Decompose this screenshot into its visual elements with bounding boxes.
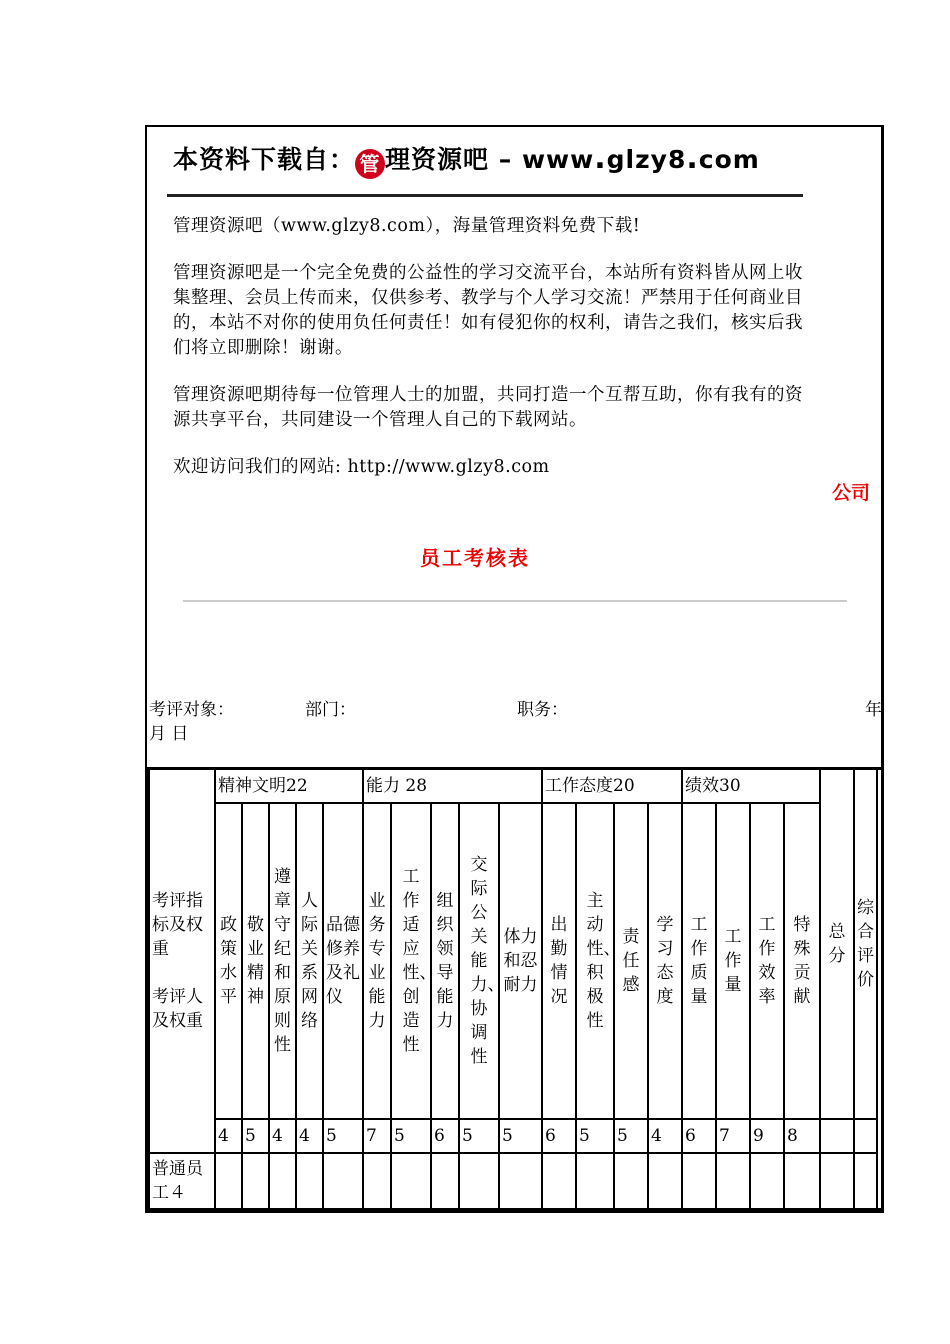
overall-header: 综合评价 bbox=[854, 769, 877, 1119]
group-header: 工作态度20 bbox=[542, 769, 682, 803]
item-header: 工作效率 bbox=[750, 803, 784, 1119]
weight-cell: 6 bbox=[431, 1119, 459, 1153]
group-header: 绩效30 bbox=[682, 769, 820, 803]
banner-title bbox=[173, 140, 760, 179]
weight-cell: 4 bbox=[215, 1119, 242, 1153]
intro-paragraph: 管理资源吧是一个完全免费的公益性的学习交流平台，本站所有资料皆从网上收集整理、会员上传而来，仅供参考、教学与个人学习交流！严禁用于任何商业目的，本站不对你的使用负任何责任！如有侵犯你的权利，请告之我们，核实后我们将立即删除！谢谢。 bbox=[173, 263, 803, 358]
weight-cell: 9 bbox=[750, 1119, 784, 1153]
intro-paragraph: 管理资源吧（www.glzy8.com），海量管理资料免费下载! bbox=[173, 216, 641, 236]
banner-prefix: 本资料下载自： bbox=[173, 145, 356, 174]
item-header: 交际公关能力、协调性 bbox=[459, 803, 499, 1119]
item-header: 遵章守纪和原则性 bbox=[269, 803, 296, 1119]
score-cell[interactable] bbox=[296, 1153, 323, 1209]
score-cell[interactable] bbox=[648, 1153, 682, 1209]
item-header: 组织领导能力 bbox=[431, 803, 459, 1119]
item-header: 工作质量 bbox=[682, 803, 716, 1119]
corner-evaluator-label: 考评人及权重 bbox=[152, 987, 203, 1031]
weight-cell: 4 bbox=[269, 1119, 296, 1153]
corner-indicator-label: 考评指标及权重 bbox=[152, 891, 203, 959]
intro-paragraph: 管理资源吧期待每一位管理人士的加盟，共同打造一个互帮互助，你有我有的资源共享平台，共同建设一个管理人自己的下载网站。 bbox=[173, 385, 803, 430]
score-cell[interactable] bbox=[391, 1153, 431, 1209]
year-label: 年 bbox=[865, 700, 882, 720]
intro-text bbox=[173, 214, 813, 502]
score-cell[interactable] bbox=[576, 1153, 614, 1209]
horizontal-rule bbox=[183, 600, 847, 602]
item-header: 敬业精神 bbox=[242, 803, 269, 1119]
appraisal-table bbox=[147, 767, 883, 1210]
item-header: 出勤情况 bbox=[542, 803, 576, 1119]
item-header: 学习态度 bbox=[648, 803, 682, 1119]
weight-cell: 5 bbox=[459, 1119, 499, 1153]
banner-url[interactable]: www.glzy8.com bbox=[521, 141, 760, 176]
item-header: 工作适应性、创造性 bbox=[391, 803, 431, 1119]
month-day-label: 月 日 bbox=[149, 724, 189, 744]
score-cell[interactable] bbox=[215, 1153, 242, 1209]
weight-cell: 5 bbox=[323, 1119, 363, 1153]
score-cell[interactable] bbox=[784, 1153, 820, 1209]
weight-cell: 4 bbox=[648, 1119, 682, 1153]
weight-cell: 4 bbox=[296, 1119, 323, 1153]
total-weight-cell bbox=[820, 1119, 854, 1153]
subject-label: 考评对象： bbox=[149, 700, 234, 720]
table-corner-cell bbox=[149, 769, 215, 1153]
group-header: 精神文明22 bbox=[215, 769, 363, 803]
table-row-label: 普通员工４ bbox=[149, 1153, 215, 1209]
banner-dash: – bbox=[489, 145, 522, 174]
item-header: 责任感 bbox=[614, 803, 648, 1119]
weight-cell: 5 bbox=[242, 1119, 269, 1153]
company-label: 公司 bbox=[831, 482, 870, 504]
score-cell[interactable] bbox=[459, 1153, 499, 1209]
weight-cell: 6 bbox=[542, 1119, 576, 1153]
score-cell[interactable] bbox=[269, 1153, 296, 1209]
total-score-cell[interactable] bbox=[820, 1153, 854, 1209]
intro-link-line[interactable]: 欢迎访问我们的网站: http://www.glzy8.com bbox=[173, 457, 550, 477]
table-edge-cell bbox=[877, 769, 882, 1209]
weight-cell: 7 bbox=[716, 1119, 750, 1153]
score-cell[interactable] bbox=[363, 1153, 391, 1209]
score-cell[interactable] bbox=[542, 1153, 576, 1209]
item-header: 品德修养及礼仪 bbox=[323, 803, 363, 1119]
weight-cell: 8 bbox=[784, 1119, 820, 1153]
weight-cell: 7 bbox=[363, 1119, 391, 1153]
score-cell[interactable] bbox=[614, 1153, 648, 1209]
item-header: 特殊贡献 bbox=[784, 803, 820, 1119]
score-cell[interactable] bbox=[682, 1153, 716, 1209]
weight-cell: 5 bbox=[499, 1119, 542, 1153]
item-header: 业务专业能力 bbox=[363, 803, 391, 1119]
form-title: 员工考核表 bbox=[420, 546, 530, 570]
score-cell[interactable] bbox=[499, 1153, 542, 1209]
score-cell[interactable] bbox=[716, 1153, 750, 1209]
score-cell[interactable] bbox=[323, 1153, 363, 1209]
score-cell[interactable] bbox=[242, 1153, 269, 1209]
dept-label: 部门： bbox=[305, 700, 356, 720]
total-header: 总分 bbox=[820, 769, 854, 1119]
weight-cell: 6 bbox=[682, 1119, 716, 1153]
overall-weight-cell bbox=[854, 1119, 877, 1153]
site-logo-icon: 管 bbox=[355, 149, 385, 179]
banner-site-name: 理资源吧 bbox=[385, 145, 490, 174]
score-cell[interactable] bbox=[750, 1153, 784, 1209]
overall-score-cell[interactable] bbox=[854, 1153, 877, 1209]
item-header: 主动性、积极性 bbox=[576, 803, 614, 1119]
weight-cell: 5 bbox=[576, 1119, 614, 1153]
item-header: 体力和忍耐力 bbox=[499, 803, 542, 1119]
banner-divider bbox=[167, 194, 803, 197]
score-cell[interactable] bbox=[431, 1153, 459, 1209]
weight-cell: 5 bbox=[614, 1119, 648, 1153]
weight-cell: 5 bbox=[391, 1119, 431, 1153]
group-header: 能力 28 bbox=[363, 769, 542, 803]
item-header: 政策水平 bbox=[215, 803, 242, 1119]
item-header: 工作量 bbox=[716, 803, 750, 1119]
position-label: 职务： bbox=[517, 700, 568, 720]
item-header: 人际关系网络 bbox=[296, 803, 323, 1119]
